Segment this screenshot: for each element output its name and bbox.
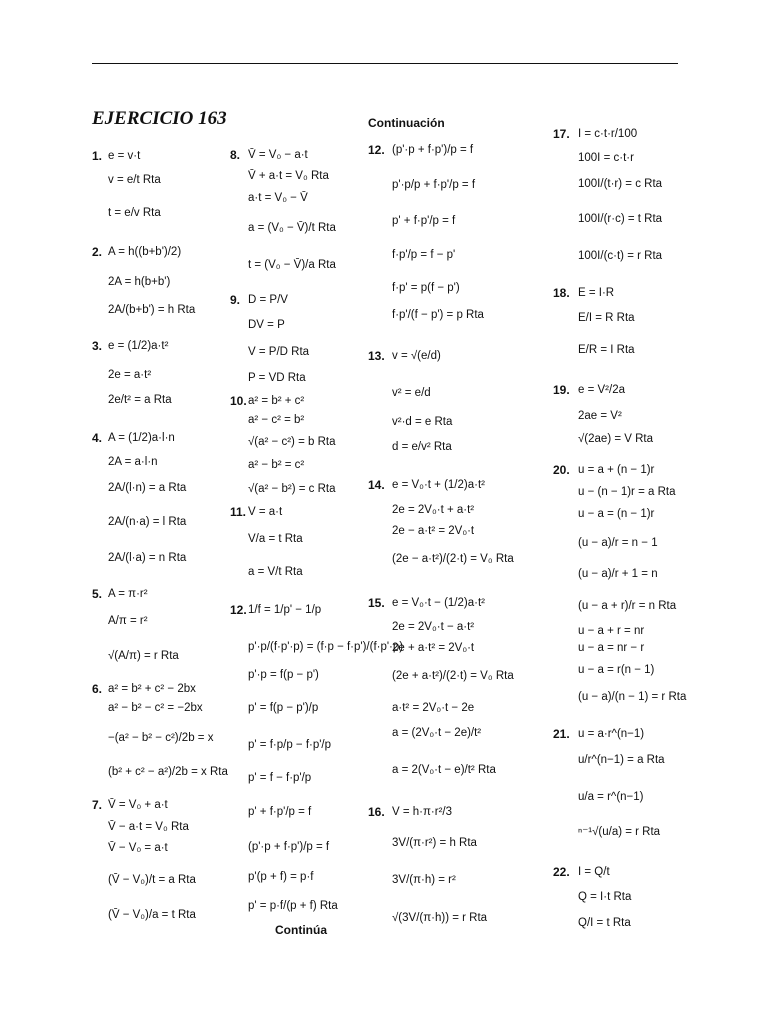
equation-line: a·t² = 2V₀·t − 2e xyxy=(392,702,475,714)
equation-line: d = e/v² Rta xyxy=(392,441,452,453)
equation-line: 2A/(l·a) = n Rta xyxy=(108,552,187,564)
equation-line: √(a² − c²) = b Rta xyxy=(248,436,336,448)
exercise-number: 7. xyxy=(92,798,103,812)
equation-line: p' = f − f·p'/p xyxy=(248,772,312,784)
equation-line: 100I/(c·t) = r Rta xyxy=(578,250,663,262)
equation-line: u − (n − 1)r = a Rta xyxy=(578,486,676,498)
equation-line: 2e = 2V₀·t − a·t² xyxy=(392,621,475,633)
equation-line: V̄ = V₀ − a·t xyxy=(248,149,308,161)
equation-line: V = h·π·r²/3 xyxy=(392,806,453,818)
equation-line: 2A/(l·n) = a Rta xyxy=(108,482,187,494)
exercise-number: 17. xyxy=(553,127,570,141)
equation-line: 2A/(n·a) = l Rta xyxy=(108,516,187,528)
exercise-number: 18. xyxy=(553,286,570,300)
equation-line: (V̄ − V₀)/a = t Rta xyxy=(108,909,196,921)
equation-line: a² = b² + c² xyxy=(248,395,305,407)
exercise-number: 16. xyxy=(368,805,385,819)
equation-line: I = c·t·r/100 xyxy=(578,128,638,140)
equation-line: √(a² − b²) = c Rta xyxy=(248,483,336,495)
equation-line: a = (2V₀·t − 2e)/t² xyxy=(392,727,482,739)
equation-line: (u − a)/r = n − 1 xyxy=(578,537,658,549)
equation-line: 3V/(π·r²) = h Rta xyxy=(392,837,477,849)
equation-line: V̄ + a·t = V₀ Rta xyxy=(248,170,329,182)
equation-line: e = V₀·t + (1/2)a·t² xyxy=(392,479,485,491)
equation-line: 2e/t² = a Rta xyxy=(108,394,172,406)
equation-line: v²·d = e Rta xyxy=(392,416,453,428)
exercise-number: 3. xyxy=(92,339,103,353)
equation-line: 3V/(π·h) = r² xyxy=(392,874,456,886)
equation-line: a = 2(V₀·t − e)/t² Rta xyxy=(392,764,496,776)
top-rule xyxy=(92,63,678,64)
equation-line: a² − c² = b² xyxy=(248,414,305,426)
equation-line: √(3V/(π·h)) = r Rta xyxy=(392,912,488,924)
equation-line: 2e − a·t² = 2V₀·t xyxy=(392,525,475,537)
exercise-number: 1. xyxy=(92,149,103,163)
page-title: EJERCICIO 163 xyxy=(92,108,227,129)
equation-line: p'·p/p + f·p'/p = f xyxy=(392,179,476,191)
equation-line: V = a·t xyxy=(248,506,283,518)
equation-line: p' + f·p'/p = f xyxy=(248,806,312,818)
equation-line: V̄ − V₀ = a·t xyxy=(108,842,168,854)
equation-line: V = P/D Rta xyxy=(248,346,310,358)
equation-line: p' + f·p'/p = f xyxy=(392,215,456,227)
equation-line: 2A/(b+b') = h Rta xyxy=(108,304,196,316)
equation-line: p' = f(p − p')/p xyxy=(248,702,319,714)
exercise-number: 12. xyxy=(368,143,385,157)
equation-line: V̄ = V₀ + a·t xyxy=(108,799,168,811)
exercise-number: 11. xyxy=(230,505,247,519)
exercise-number: 2. xyxy=(92,245,103,259)
continues-footer: Continúa xyxy=(275,923,327,937)
equation-line: (u − a)/(n − 1) = r Rta xyxy=(578,691,687,703)
equation-line: p' = f·p/p − f·p'/p xyxy=(248,739,332,751)
equation-line: v = √(e/d) xyxy=(392,350,441,362)
exercise-number: 6. xyxy=(92,682,103,696)
equation-line: (p'·p + f·p')/p = f xyxy=(248,841,330,853)
equation-line: 2e = a·t² xyxy=(108,369,152,381)
equation-line: I = Q/t xyxy=(578,866,610,878)
equation-line: E/R = I Rta xyxy=(578,344,635,356)
equation-line: 2e = 2V₀·t + a·t² xyxy=(392,504,475,516)
equation-line: 1/f = 1/p' − 1/p xyxy=(248,604,322,616)
equation-line: 100I/(t·r) = c Rta xyxy=(578,178,663,190)
equation-line: p'(p + f) = p·f xyxy=(248,871,314,883)
equation-line: (u − a + r)/r = n Rta xyxy=(578,600,677,612)
equation-line: √(2ae) = V Rta xyxy=(578,433,654,445)
equation-line: u − a = (n − 1)r xyxy=(578,508,655,520)
equation-line: A/π = r² xyxy=(108,615,148,627)
equation-line: e = V₀·t − (1/2)a·t² xyxy=(392,597,485,609)
equation-line: u = a·r^(n−1) xyxy=(578,728,645,740)
equation-line: Q = I·t Rta xyxy=(578,891,632,903)
equation-line: P = VD Rta xyxy=(248,372,306,384)
equation-line: V/a = t Rta xyxy=(248,533,303,545)
equation-line: −(a² − b² − c²)/2b = x xyxy=(108,732,214,744)
equation-line: u − a + r = nr xyxy=(578,625,645,637)
equation-line: A = (1/2)a·l·n xyxy=(108,432,175,444)
exercise-number: 19. xyxy=(553,383,570,397)
equation-line: p' = p·f/(p + f) Rta xyxy=(248,900,338,912)
equation-line: A = π·r² xyxy=(108,588,148,600)
exercise-number: 4. xyxy=(92,431,103,445)
equation-line: p'·p = f(p − p') xyxy=(248,669,319,681)
exercise-number: 10. xyxy=(230,394,247,408)
equation-line: 100I = c·t·r xyxy=(578,152,634,164)
exercise-number: 15. xyxy=(368,596,385,610)
equation-line: u − a = r(n − 1) xyxy=(578,664,655,676)
equation-line: f·p' = p(f − p') xyxy=(392,282,460,294)
equation-line: V̄ − a·t = V₀ Rta xyxy=(108,821,189,833)
equation-line: A = h((b+b')/2) xyxy=(108,246,182,258)
exercise-number: 5. xyxy=(92,587,103,601)
exercise-number: 21. xyxy=(553,727,570,741)
exercise-number: 14. xyxy=(368,478,385,492)
equation-line: a² − b² = c² xyxy=(248,459,305,471)
equation-line: D = P/V xyxy=(248,294,288,306)
equation-line: E = I·R xyxy=(578,287,615,299)
exercise-number: 22. xyxy=(553,865,570,879)
equation-line: (p'·p + f·p')/p = f xyxy=(392,144,474,156)
equation-line: DV = P xyxy=(248,319,285,331)
equation-line: u/a = r^(n−1) xyxy=(578,791,644,803)
equation-line: 2A = a·l·n xyxy=(108,456,158,468)
continuation-header: Continuación xyxy=(368,116,445,130)
equation-line: u/r^(n−1) = a Rta xyxy=(578,754,665,766)
equation-line: E/I = R Rta xyxy=(578,312,635,324)
equation-line: t = e/v Rta xyxy=(108,207,161,219)
equation-line: 2ae = V² xyxy=(578,410,622,422)
equation-line: v = e/t Rta xyxy=(108,174,161,186)
equation-line: e = V²/2a xyxy=(578,384,625,396)
equation-line: v² = e/d xyxy=(392,387,431,399)
equation-line: a·t = V₀ − V̄ xyxy=(248,192,308,204)
equation-line: (2e + a·t²)/(2·t) = V₀ Rta xyxy=(392,670,514,682)
equation-line: ⁿ⁻¹√(u/a) = r Rta xyxy=(578,826,661,838)
equation-line: 2A = h(b+b') xyxy=(108,276,171,288)
equation-line: Q/I = t Rta xyxy=(578,917,631,929)
equation-line: (b² + c² − a²)/2b = x Rta xyxy=(108,766,228,778)
equation-line: u = a + (n − 1)r xyxy=(578,464,655,476)
equation-line: t = (V₀ − V̄)/a Rta xyxy=(248,259,336,271)
equation-line: √(A/π) = r Rta xyxy=(108,650,179,662)
equation-line: f·p'/p = f − p' xyxy=(392,249,456,261)
equation-line: a² = b² + c² − 2bx xyxy=(108,683,196,695)
exercise-number: 13. xyxy=(368,349,385,363)
equation-line: a = V/t Rta xyxy=(248,566,303,578)
exercise-number: 9. xyxy=(230,293,241,307)
equation-line: a = (V₀ − V̄)/t Rta xyxy=(248,222,336,234)
equation-line: f·p'/(f − p') = p Rta xyxy=(392,309,484,321)
exercise-number: 20. xyxy=(553,463,570,477)
exercise-number: 8. xyxy=(230,148,241,162)
equation-line: e = (1/2)a·t² xyxy=(108,340,169,352)
equation-line: (2e − a·t²)/(2·t) = V₀ Rta xyxy=(392,553,514,565)
equation-line: (V̄ − V₀)/t = a Rta xyxy=(108,874,196,886)
equation-line: a² − b² − c² = −2bx xyxy=(108,702,203,714)
equation-line: e = v·t xyxy=(108,150,141,162)
equation-line: (u − a)/r + 1 = n xyxy=(578,568,658,580)
equation-line: u − a = nr − r xyxy=(578,642,645,654)
exercise-number: 12. xyxy=(230,603,247,617)
equation-line: 2e + a·t² = 2V₀·t xyxy=(392,642,475,654)
equation-line: p'·p/(f·p'·p) = (f·p − f·p')/(f·p'·p) xyxy=(248,641,404,653)
equation-line: 100I/(r·c) = t Rta xyxy=(578,213,663,225)
